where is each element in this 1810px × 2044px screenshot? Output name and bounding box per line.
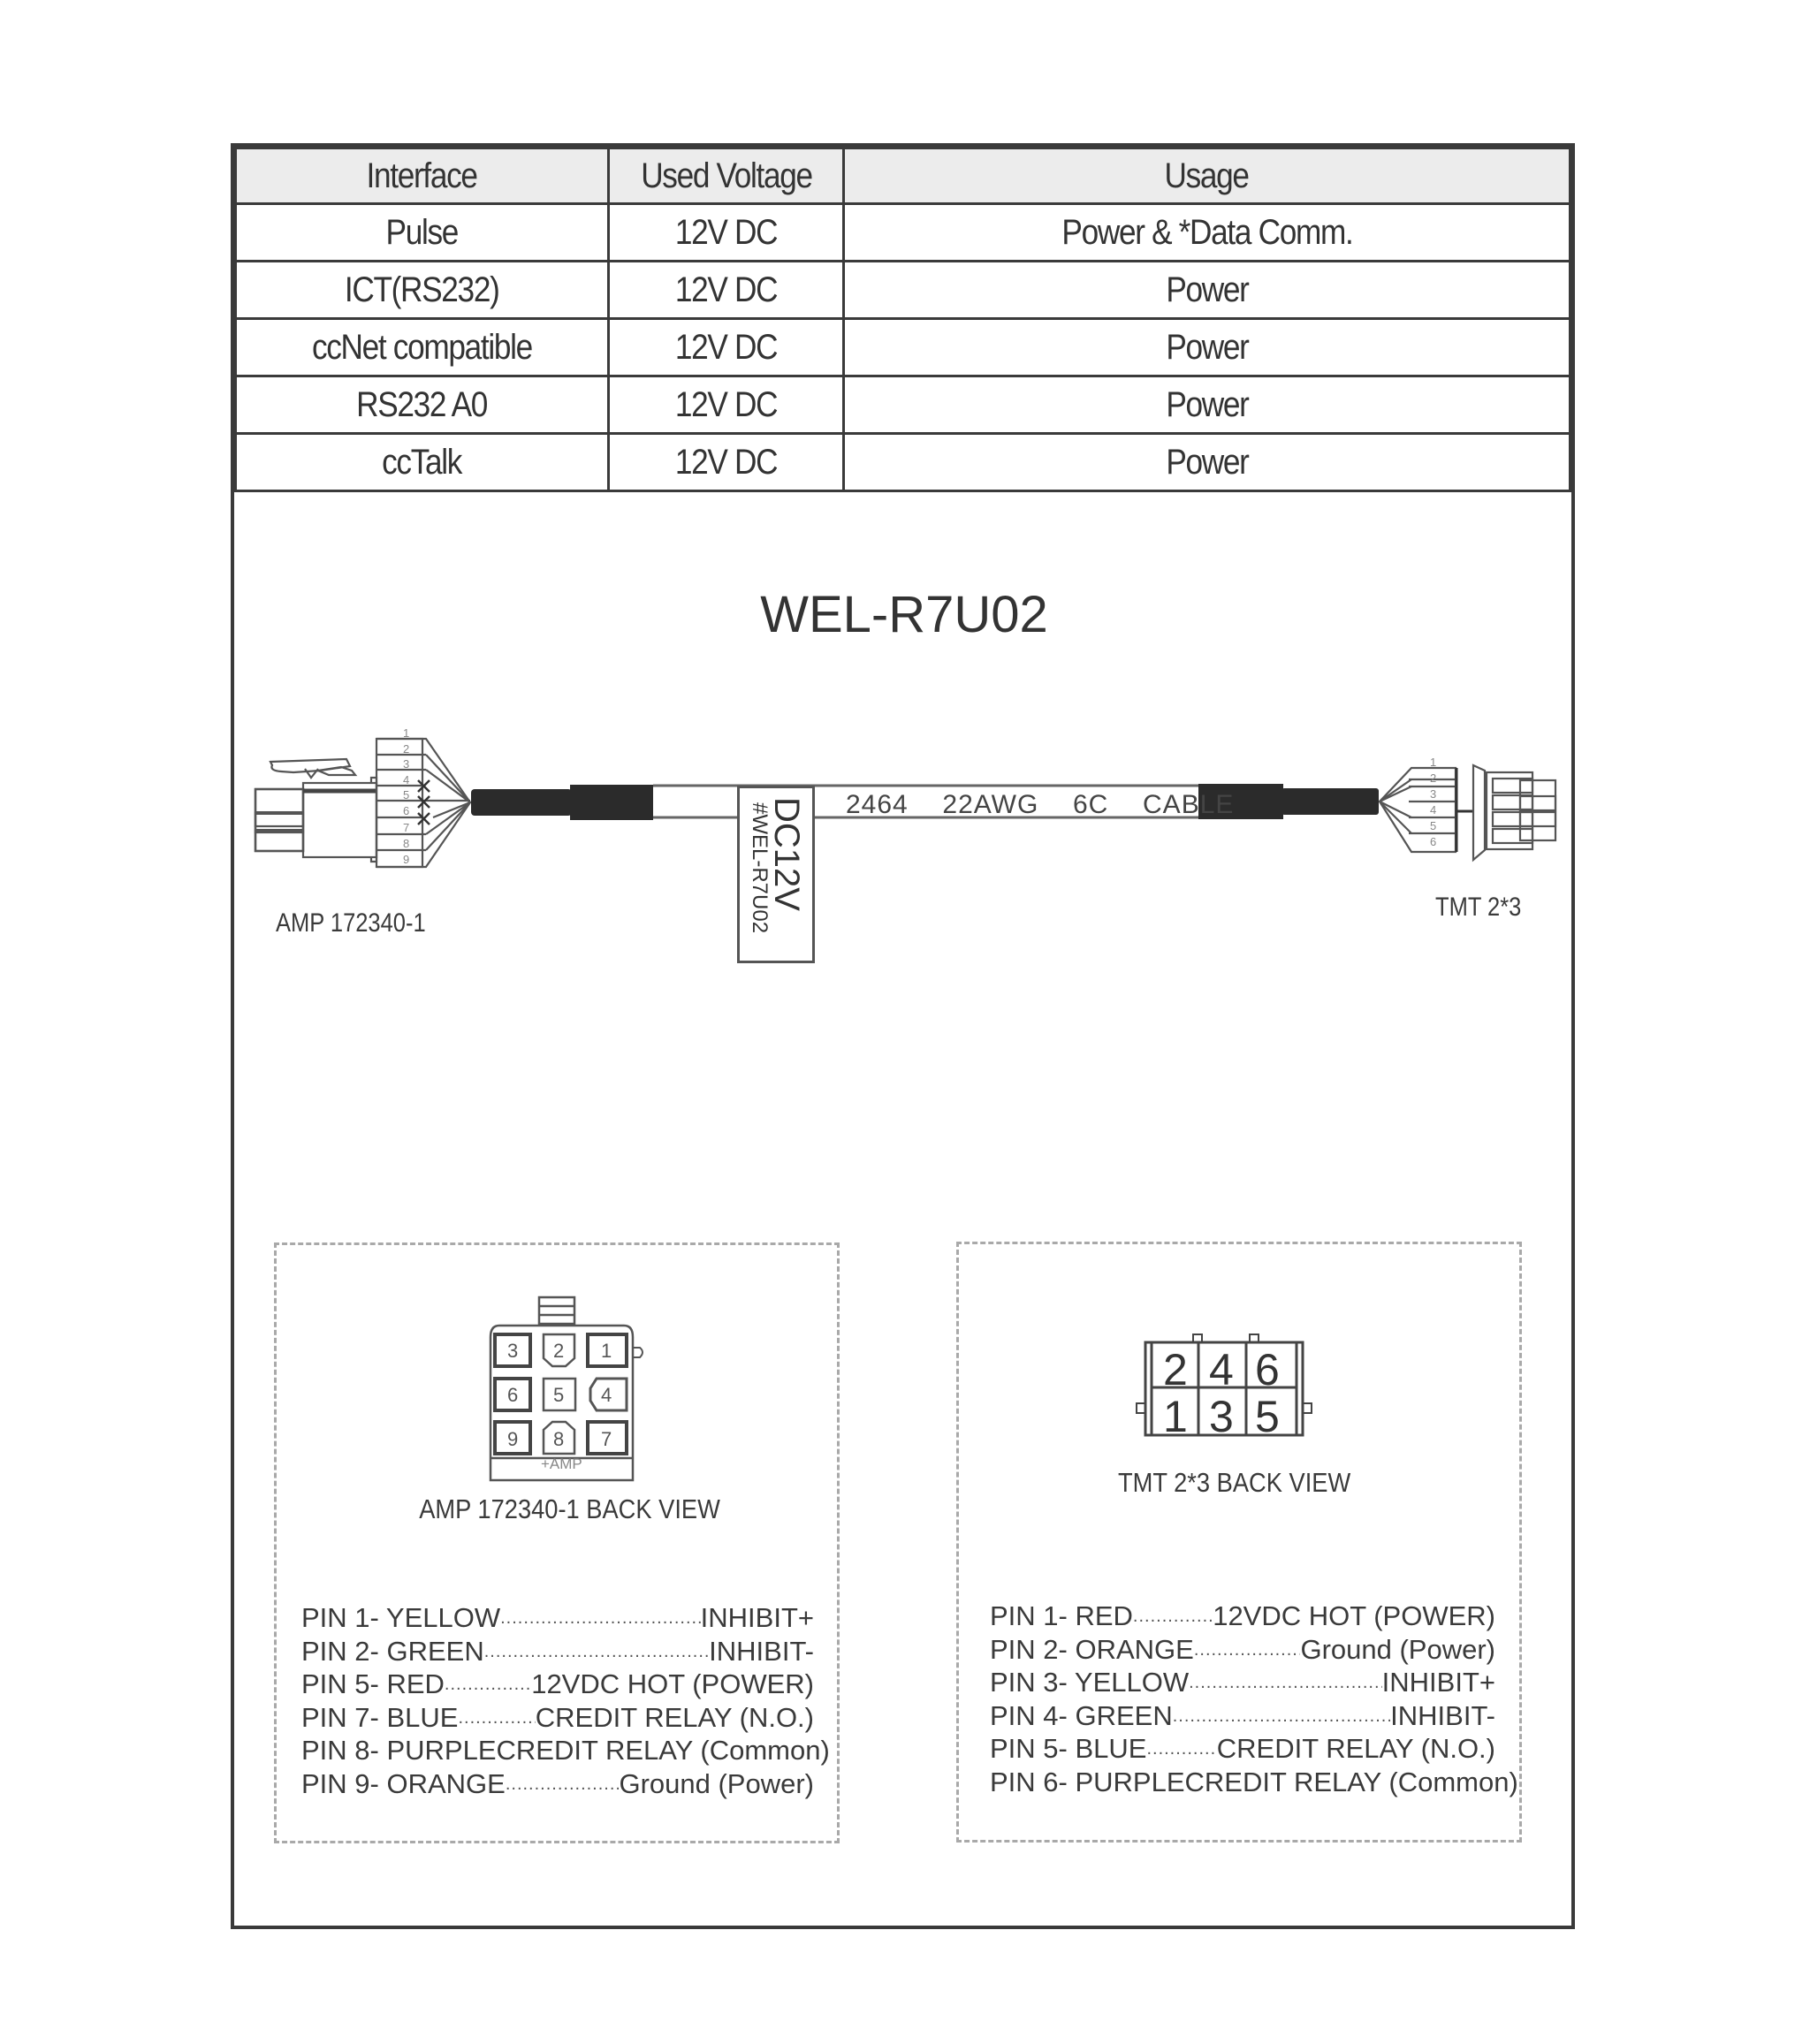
cell-text: 12V DC [674,270,778,309]
right-connector-label-text: TMT 2*3 [1435,893,1522,922]
pinout-row [301,1668,814,1701]
svg-text:7: 7 [601,1428,612,1450]
pin-function: INHIBIT+ [700,1602,814,1633]
cell-text: Power & *Data Comm. [1061,212,1352,252]
pin-function: Ground (Power) [619,1767,814,1799]
svg-text:1: 1 [601,1340,612,1362]
svg-text:7: 7 [403,821,410,834]
pin-color: PIN 5- BLUE [990,1733,1147,1764]
cell-text: Power [1165,327,1249,367]
svg-text:5: 5 [1255,1392,1280,1441]
cable-tag [737,786,815,963]
svg-text:4: 4 [1430,803,1437,817]
pin-color: PIN 2- GREEN [301,1635,484,1667]
cell-text: RS232 A0 [356,384,488,424]
cell-text: 12V DC [674,384,778,424]
svg-text:+AMP: +AMP [541,1455,582,1472]
svg-text:2: 2 [1430,771,1437,785]
pin-function: INHIBIT- [709,1635,814,1667]
cell-text: 12V DC [674,442,778,482]
tmt-back-view-label-text: TMT 2*3 BACK VIEW [1118,1467,1351,1498]
pin-color: PIN 3- YELLOW [990,1667,1190,1698]
leader-dots [1146,1733,1216,1767]
pin-function: CREDIT RELAY (Common) [496,1735,830,1766]
svg-text:2: 2 [403,742,410,756]
cell-text: 12V DC [674,212,778,252]
pin-function: CREDIT RELAY (Common) [1184,1766,1518,1797]
svg-text:6: 6 [1255,1345,1280,1394]
svg-text:8: 8 [553,1428,565,1450]
header-label: Usage [1164,156,1250,195]
cell-text: Power [1165,442,1249,482]
pinout-row [990,1666,1495,1699]
cable-tag-voltage: DC12V [767,797,806,911]
left-connector-label-text: AMP 172340-1 [276,908,426,938]
pin-function: 12VDC HOT (POWER) [531,1668,814,1699]
pin-function: INHIBIT+ [1381,1667,1495,1698]
svg-text:9: 9 [507,1428,519,1450]
cable-tag-model: #WEL-R7U02 [748,802,772,934]
svg-text:3: 3 [1209,1392,1234,1441]
pin-color: PIN 1- YELLOW [301,1602,501,1633]
svg-text:3: 3 [403,757,410,771]
pin-function: 12VDC HOT (POWER) [1213,1600,1495,1631]
svg-text:9: 9 [403,853,410,866]
pin-function: INHIBIT- [1390,1699,1495,1731]
leader-dots [1173,1700,1390,1734]
amp-back-view-label [274,1493,866,1525]
cell-text: 12V DC [674,327,778,367]
svg-text:2: 2 [553,1340,565,1362]
svg-text:6: 6 [1430,835,1437,848]
amp-pin-numbers [403,726,409,866]
pin-color: PIN 4- GREEN [990,1699,1173,1731]
cell-text: Power [1165,270,1249,309]
right-connector-label [1435,893,1536,923]
svg-text:5: 5 [553,1384,565,1406]
pin-color: PIN 1- RED [990,1600,1133,1631]
svg-text:4: 4 [601,1384,612,1406]
pin-function: CREDIT RELAY (N.O.) [1216,1733,1495,1764]
leader-dots [445,1668,531,1702]
leader-dots [1133,1600,1213,1634]
leader-dots [1189,1667,1382,1700]
svg-text:1: 1 [403,726,410,740]
leader-dots [458,1702,535,1736]
tmt-connector-icon [1380,765,1555,860]
svg-text:3: 3 [1430,787,1437,801]
pinout-row [990,1599,1495,1633]
cell-text: ICT(RS232) [345,270,499,309]
leader-dots [484,1636,709,1669]
tmt-pinout-list [990,1599,1518,1798]
tmt-back-view-label [956,1467,1513,1499]
pinout-row [301,1767,814,1801]
amp-back-view-label-text: AMP 172340-1 BACK VIEW [419,1493,721,1524]
svg-text:4: 4 [1209,1345,1234,1394]
svg-text:8: 8 [403,837,410,850]
cell-text: ccNet compatible [312,327,532,367]
amp-pinout-list [301,1601,830,1800]
pin-function: Ground (Power) [1300,1633,1495,1665]
header-label: Used Voltage [640,156,812,195]
svg-text:5: 5 [1430,819,1437,832]
pinout-row [301,1635,814,1668]
pinout-row [990,1633,1495,1667]
pin-color: PIN 6- PURPLE [990,1766,1185,1797]
svg-text:5: 5 [403,788,410,802]
cell-text: Power [1165,384,1249,424]
pin-color: PIN 2- ORANGE [990,1633,1194,1665]
pin-function: CREDIT RELAY (N.O.) [535,1701,814,1733]
svg-text:1: 1 [1430,756,1437,769]
header-label: Interface [366,156,478,195]
cell-text: ccTalk [382,442,462,482]
pinout-row [301,1734,830,1767]
leader-dots [500,1602,701,1636]
svg-text:1: 1 [1163,1392,1188,1441]
pin-color: PIN 8- PURPLE [301,1735,497,1766]
leader-dots [1194,1634,1301,1668]
left-connector-label [276,908,452,938]
amp-connector-icon [255,739,470,867]
pin-color: PIN 5- RED [301,1668,445,1699]
cable-model-title-text: WEL-R7U02 [760,586,1048,643]
svg-text:4: 4 [403,773,410,786]
pinout-row [990,1766,1518,1799]
svg-text:6: 6 [507,1384,519,1406]
pinout-row [990,1699,1495,1733]
pinout-row [990,1732,1495,1766]
leader-dots [506,1768,620,1802]
cable-spec-label: 2464 22AWG 6C CABLE [846,790,1235,819]
pinout-row [301,1701,814,1735]
pin-color: PIN 7- BLUE [301,1701,459,1733]
pinout-row [301,1601,814,1635]
svg-text:3: 3 [507,1340,519,1362]
svg-text:2: 2 [1163,1345,1188,1394]
svg-text:6: 6 [403,804,410,817]
cell-text: Pulse [385,212,459,252]
pin-color: PIN 9- ORANGE [301,1767,506,1799]
